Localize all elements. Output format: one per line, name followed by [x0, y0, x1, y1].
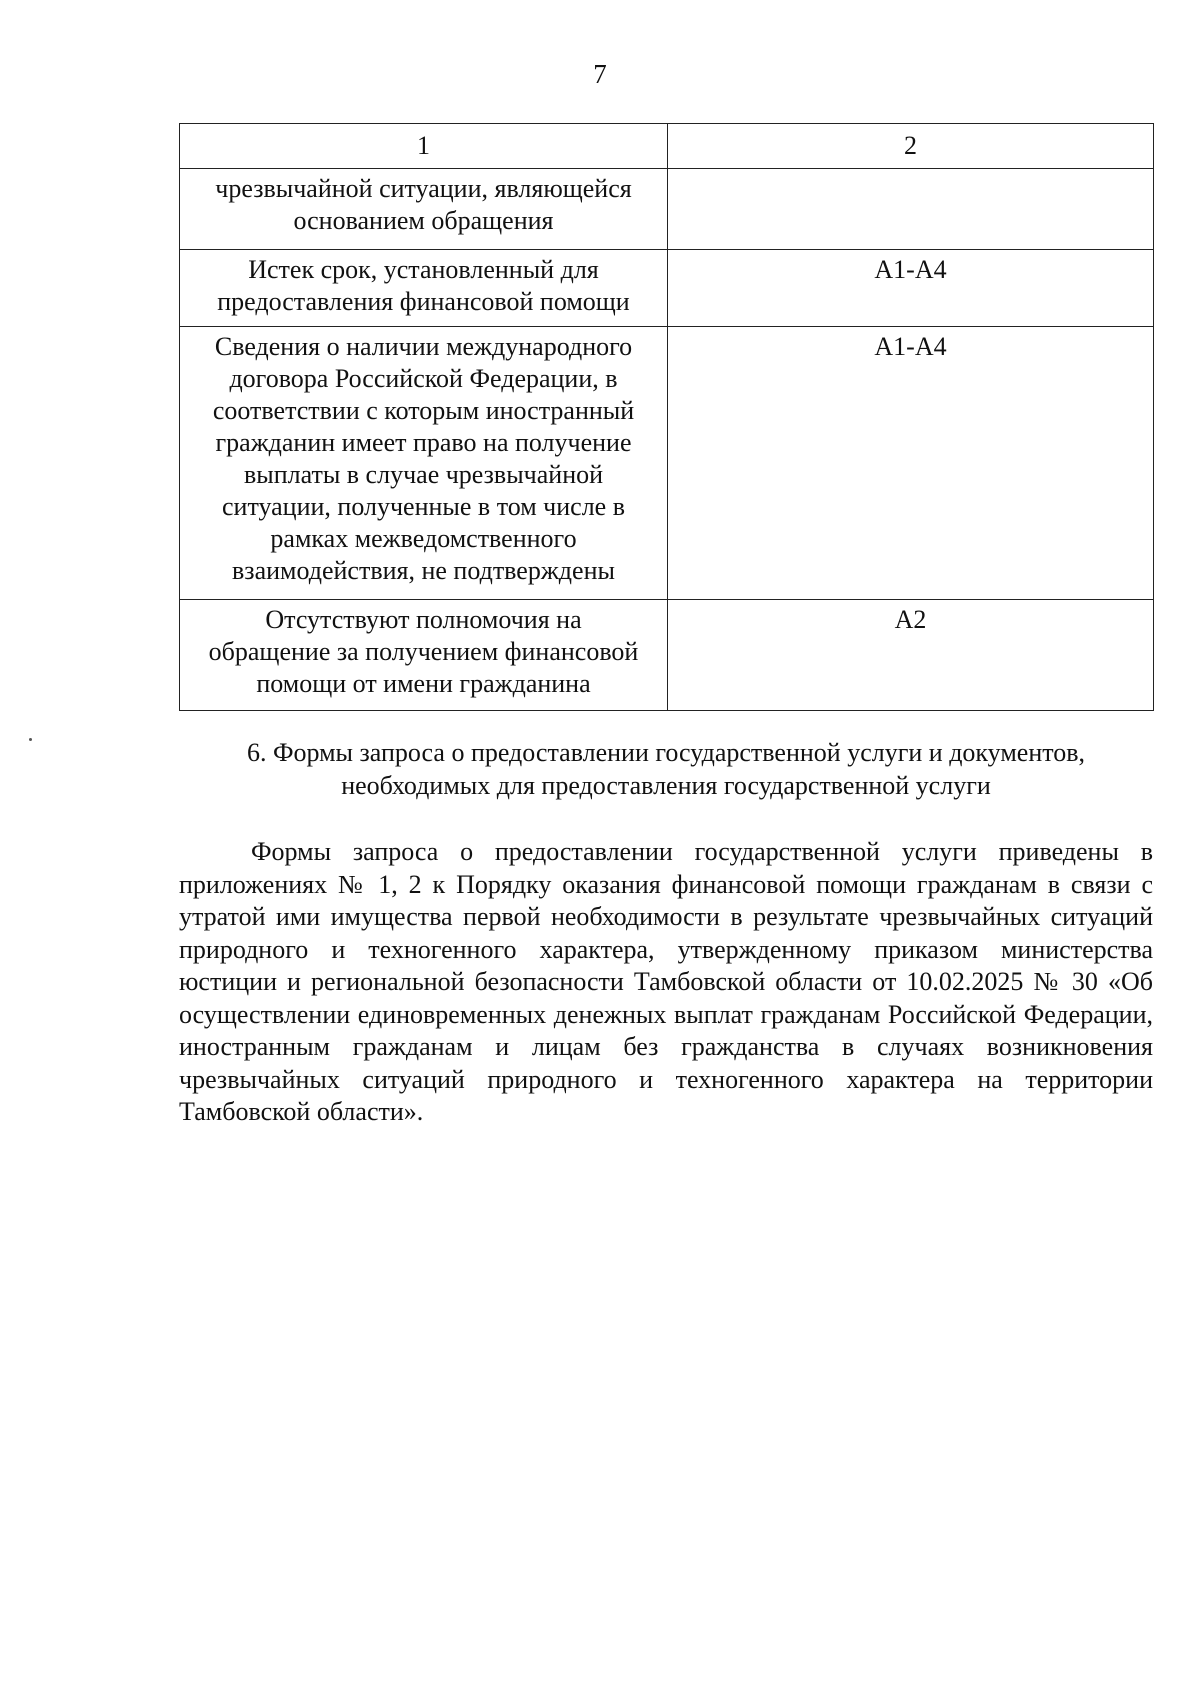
table-row [180, 250, 1154, 327]
code-cell: А1-А4 [668, 250, 1154, 327]
reason-line: основанием обращения [293, 206, 554, 235]
grounds-table [179, 123, 1154, 711]
reason-line: Сведения о наличии международного [214, 332, 633, 361]
table-row [180, 327, 1154, 600]
reason-cell [180, 600, 668, 711]
reason-cell [180, 250, 668, 327]
reason-line: гражданин имеет право на получение [215, 428, 632, 457]
column-header: 1 [180, 124, 668, 169]
table-row [180, 169, 1154, 250]
code-cell: А1-А4 [668, 327, 1154, 600]
reason-line: договора Российской Федерации, в [229, 364, 618, 393]
reason-line: Истек срок, установленный для [248, 255, 599, 284]
code-cell: А2 [668, 600, 1154, 711]
reason-line: ситуации, полученные в том числе в [222, 492, 625, 521]
column-header: 2 [668, 124, 1154, 169]
table-header-row [180, 124, 1154, 169]
section-heading [179, 736, 1153, 802]
reason-line: чрезвычайной ситуации, являющейся [215, 174, 632, 203]
page-number: 7 [593, 59, 607, 89]
reason-line: предоставления финансовой помощи [217, 287, 630, 316]
section-heading-line: необходимых для предоставления государственной услуги [341, 771, 991, 800]
reason-line: Отсутствуют полномочия на [265, 605, 582, 634]
reason-line: рамках межведомственного [270, 524, 577, 553]
body-paragraph: Формы запроса о предоставлении государственной услуги приведены в приложениях № 1, 2 к Порядку оказания финансовой помощи гражданам в связи с утратой ими имущества первой необходимости в результате чрезвычайных ситуаций природного и техногенного характера, утвержденному приказом министерства юстиции и региональной безопасности Тамбовской области от 10.02.2025 № 30 «Об осуществлении единовременных денежных выплат гражданам Российской Федерации, иностранным гражданам и лицам без гражданства в случаях возникновения чрезвычайных ситуаций природного и техногенного характера на территории Тамбовской области». [179, 837, 1153, 1126]
code-cell [668, 169, 1154, 250]
reason-cell [180, 327, 668, 600]
table-row [180, 600, 1154, 711]
reason-line: обращение за получением финансовой [208, 637, 639, 666]
reason-line: взаимодействия, не подтверждены [232, 556, 615, 585]
reason-line: помощи от имени гражданина [256, 669, 591, 698]
reason-line: выплаты в случае чрезвычайной [243, 460, 604, 489]
scan-speck [29, 738, 32, 741]
reason-cell [180, 169, 668, 250]
section-heading-line: 6. Формы запроса о предоставлении государственной услуги и документов, [246, 738, 1086, 767]
reason-line: соответствии с которым иностранный [212, 396, 635, 425]
